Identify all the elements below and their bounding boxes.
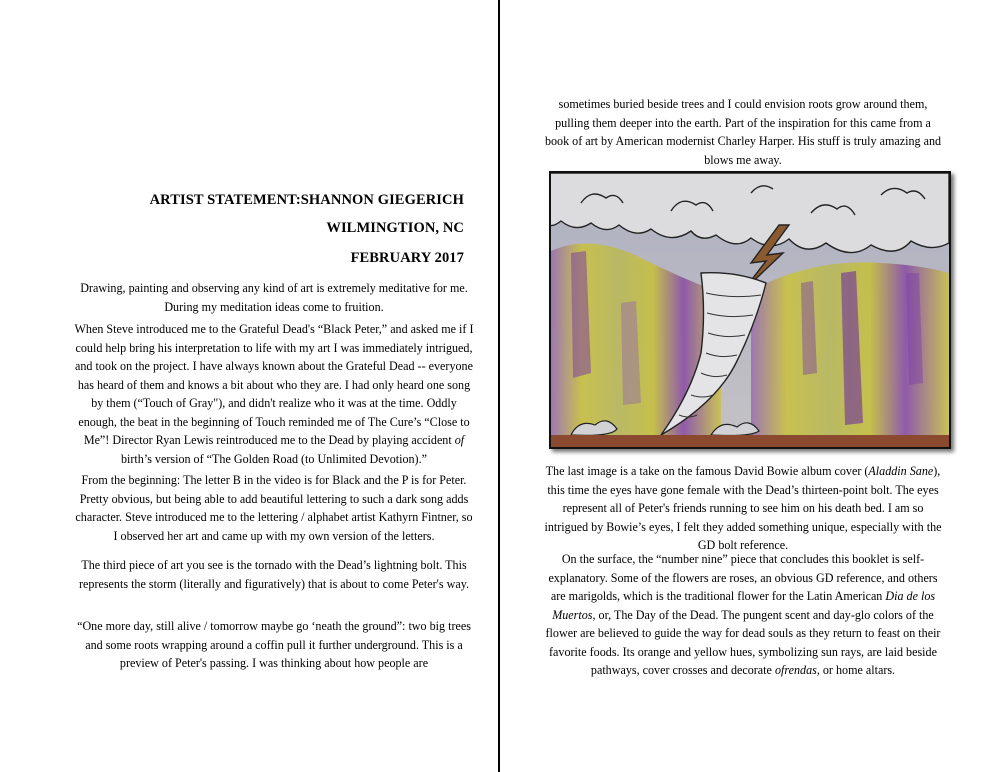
statement-title: ARTIST STATEMENT:SHANNON GIEGERICH	[149, 192, 464, 208]
paragraph-lyrics: “One more day, still alive / tomorrow maybe go ‘neath the ground”: two big trees and some roots wrapping around a coffin pull it further underground. This is a preview of Peter's passing. I was thinking about how people are	[77, 619, 471, 670]
paragraph-lettering: From the beginning: The letter B in the video is for Black and the P is for Peter. Pretty obvious, but being able to add beautiful lettering to such a dark song adds character. Steve introduced me to the lettering / alphabet artist Kathyrn Fintner, so I observed her art and came up with my own version of the letters.	[75, 473, 473, 543]
paragraph-bowie	[544, 462, 942, 555]
paragraph-number-nine-italic: Dia de los Muertos	[552, 589, 936, 622]
paragraph-number-nine-end: , or home altars.	[816, 663, 896, 677]
tornado-artwork-image	[549, 171, 951, 449]
statement-location: WILMINGTION, NC	[326, 220, 464, 236]
paragraph-introduction-italic: of	[454, 433, 465, 447]
paragraph-trees: sometimes buried beside trees and I could envision roots grow around them, pulling them deeper into the earth. Part of the inspiration for this came from a book of art by American modernist Charley Harper. His stuff is truly amazing and blows me away.	[544, 97, 942, 167]
paragraph-number-nine-mid: , or, The Day of the Dead. The pungent scent and day-glo colors of the flower are believed to guide the way for dead souls as they return to feast on their favorite foods. Its orange and yellow hues, symbolizing sun rays, are laid beside pathways, cover crosses and decorate	[545, 607, 941, 677]
paragraph-number-nine-text: On the surface, the “number nine” piece that concludes this booklet is self-explanatory. Some of the flowers are roses, an obvious GD reference, and others are marigolds, which is the traditional flower for the Latin American	[548, 552, 938, 603]
paragraph-introduction-end: birth’s version of “The Golden Road (to Unlimited Devotion).”	[121, 451, 427, 466]
paragraph-number-nine-italic-2: ofrendas	[774, 663, 817, 677]
paragraph-bowie-text: The last image is a take on the famous David Bowie album cover (	[545, 464, 869, 478]
paragraph-bowie-end: ), this time the eyes have gone female with the Dead’s thirteen-point bolt. The eyes represent all of Peter's friends running to see him on his death bed. I am so intrigued by Bowie’s eyes, I felt they added something unique, especially with the GD bolt reference.	[544, 464, 942, 552]
ground-strip	[551, 435, 949, 447]
paragraph-bowie-italic: Aladdin Sane	[868, 464, 934, 478]
paragraph-number-nine	[544, 550, 942, 680]
tornado-painting	[551, 173, 949, 447]
paragraph-meditation: Drawing, painting and observing any kind of art is extremely meditative for me. During my meditation ideas come to fruition.	[80, 281, 468, 314]
statement-date: FEBRUARY 2017	[350, 250, 464, 266]
left-page	[0, 0, 498, 772]
paragraph-tornado: The third piece of art you see is the tornado with the Dead’s lightning bolt. This represents the storm (literally and figuratively) that is about to come Peter's way.	[79, 558, 469, 591]
paragraph-introduction	[72, 320, 476, 468]
paragraph-introduction-text: When Steve introduced me to the Grateful Dead's “Black Peter,” and asked me if I could help bring his interpretation to life with my art I was immediately intrigued, and took on the project. I have always known about the Grateful Dead -- everyone has heard of them and knows a bit about who they are. I had only heard one song by them (“Touch of Gray"), and didn't realize who it was at the time. Oddly enough, the beat in the beginning of Touch reminded me of The Cure’s “Close to Me”! Director Ryan Lewis reintroduced me to the Dead by playing accident	[74, 322, 474, 447]
